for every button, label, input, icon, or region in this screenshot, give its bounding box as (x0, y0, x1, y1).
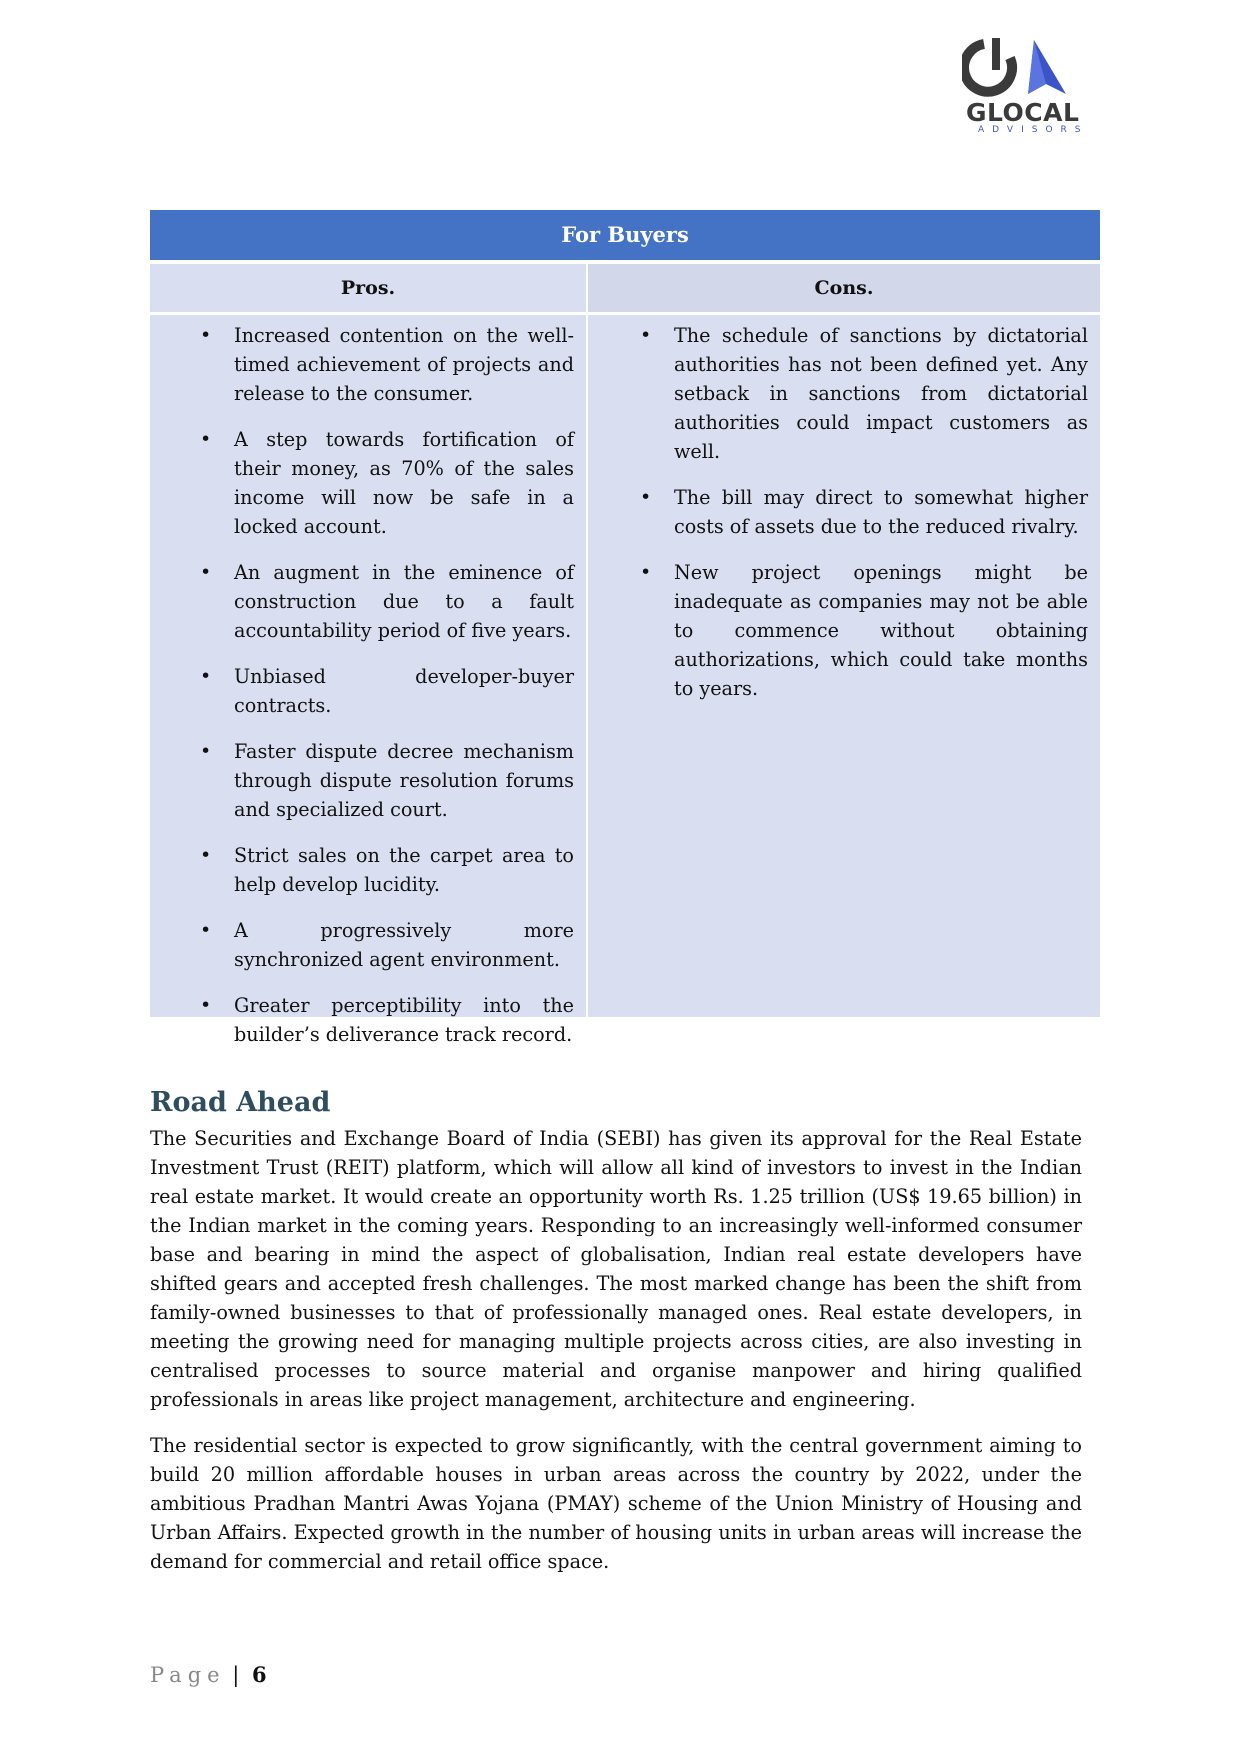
paragraph: The Securities and Exchange Board of India (SEBI) has given its approval for the Real Estate Investment Trust (REIT) platform, which will allow all kind of investors to invest in the Indian real estate market. It would create an opportunity worth Rs. 1.25 trillion (US$ 19.65 billion) in the Indian market in the coming years. Responding to an increasingly well-informed consumer base and bearing in mind the aspect of globalisation, Indian real estate developers have shifted gears and accepted fresh challenges. The most marked change has been the shift from family-owned businesses to that of professionally managed ones. Real estate developers, in meeting the growing need for managing multiple projects across cities, are also investing in centralised processes to source material and organise manpower and hiring qualified professionals in areas like project management, architecture and engineering. (150, 1127, 1082, 1411)
pros-item-text: An augment in the eminence of construction due to a fault accountability period of five years. (234, 561, 574, 642)
for-buyers-table (150, 210, 1100, 1046)
glocal-advisors-logo (962, 36, 1092, 140)
cons-item-text: The schedule of sanctions by dictatorial authorities has not been defined yet. Any setback in sanctions from dictatorial authorities could impact customers as well. (674, 324, 1088, 463)
pros-item-text: Unbiased developer-buyer contracts. (234, 665, 574, 717)
page-footer (150, 1660, 267, 1690)
pros-item-text: Faster dispute decree mechanism through dispute resolution forums and specialized court. (234, 740, 574, 821)
bullet-icon: • (200, 665, 212, 687)
bullet-icon: • (200, 428, 212, 450)
section-heading: Road Ahead (150, 1087, 331, 1118)
page-separator: | (232, 1663, 240, 1687)
pros-item-text: Increased contention on the well-timed achievement of projects and release to the consumer. (234, 324, 574, 405)
list-item (588, 321, 1088, 466)
bullet-icon: • (200, 844, 212, 866)
list-item (150, 991, 574, 1049)
logo-subtitle: ADVISORS (978, 125, 1089, 135)
list-item (588, 483, 1088, 541)
bullet-icon: • (200, 919, 212, 941)
bullet-icon: • (200, 561, 212, 583)
list-item (588, 558, 1088, 703)
bullet-icon: • (640, 486, 652, 508)
bullet-icon: • (640, 324, 652, 346)
paragraph: The residential sector is expected to grow significantly, with the central government aiming to build 20 million affordable houses in urban areas across the country by 2022, under the ambitious Pradhan Mantri Awas Yojana (PMAY) scheme of the Union Ministry of Housing and Urban Affairs. Expected growth in the number of housing units in urban areas will increase the demand for commercial and retail office space. (150, 1434, 1082, 1573)
list-item (150, 662, 574, 720)
cons-list (588, 321, 1088, 703)
logo-mark-icon (962, 36, 1092, 100)
table-title: For Buyers (150, 210, 1100, 260)
pros-list (150, 321, 574, 1049)
pros-column (150, 315, 588, 1046)
table-grid (150, 260, 1100, 1046)
cons-column (588, 315, 1100, 1017)
list-item (150, 841, 574, 899)
pros-item-text: Strict sales on the carpet area to help develop lucidity. (234, 844, 574, 896)
list-item (150, 737, 574, 824)
logo-wordmark: GLOCAL (966, 98, 1080, 127)
cons-item-text: The bill may direct to somewhat higher costs of assets due to the reduced rivalry. (674, 486, 1088, 538)
bullet-icon: • (200, 740, 212, 762)
list-item (150, 916, 574, 974)
bullet-icon: • (200, 994, 212, 1016)
list-item (150, 425, 574, 541)
pros-item-text: A progressively more synchronized agent environment. (234, 919, 574, 971)
pros-item-text: A step towards fortification of their money, as 70% of the sales income will now be safe in a locked account. (234, 428, 574, 538)
page-number: 6 (252, 1662, 267, 1687)
bullet-icon: • (640, 561, 652, 583)
cons-heading: Cons. (588, 264, 1100, 312)
road-ahead-section (150, 1086, 1082, 1593)
list-item (150, 558, 574, 645)
cons-item-text: New project openings might be inadequate as companies may not be able to commence without obtaining authorizations, which could take months to years. (674, 561, 1088, 700)
pros-item-text: Greater perceptibility into the builder’s deliverance track record. (234, 994, 574, 1046)
list-item (150, 321, 574, 408)
bullet-icon: • (200, 324, 212, 346)
page-label: Page (150, 1663, 226, 1687)
pros-heading: Pros. (150, 264, 588, 312)
